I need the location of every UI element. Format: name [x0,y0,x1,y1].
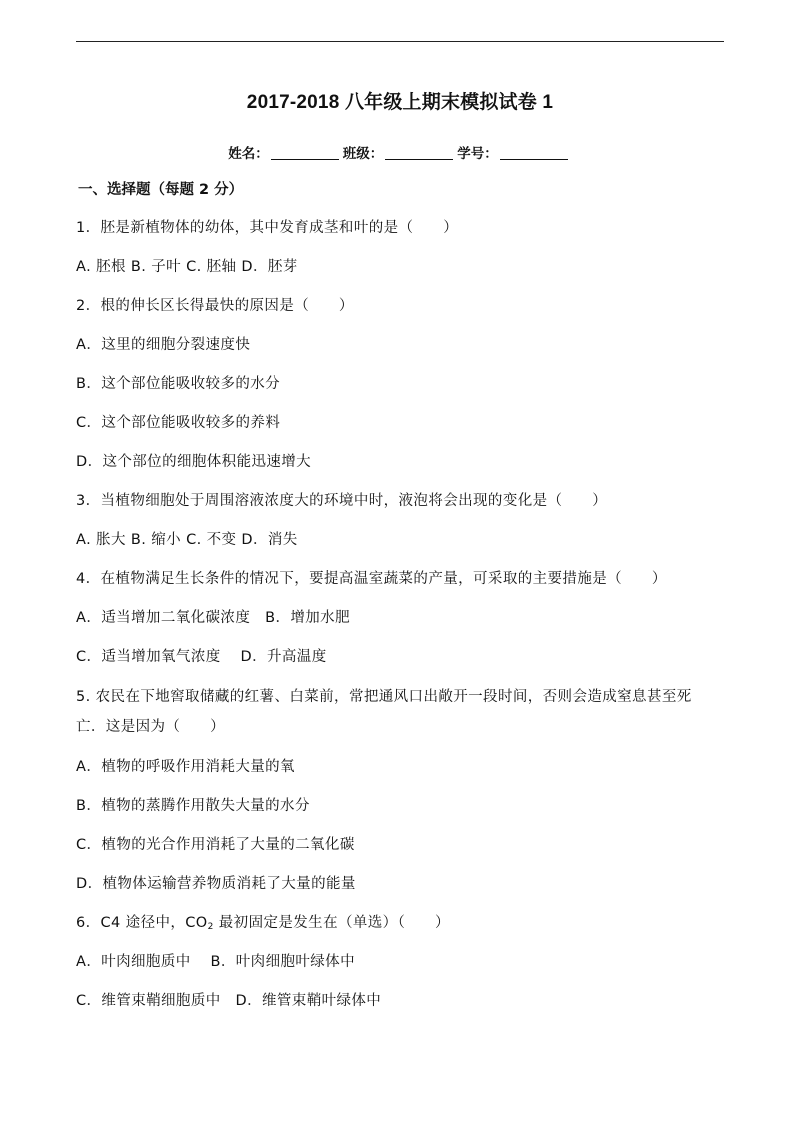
q3-stem: 3．当植物细胞处于周围溶液浓度大的环境中时，液泡将会出现的变化是（ ） [76,493,608,509]
q2-option-b: B．这个部位能吸收较多的水分 [76,376,281,392]
q5-option-a: A．植物的呼吸作用消耗大量的氧 [76,759,295,775]
name-blank [271,147,339,160]
section-heading: 一、选择题（每题 2 分） [78,182,244,198]
id-blank [500,147,568,160]
q1-options: A. 胚根 B. 子叶 C. 胚轴 D．胚芽 [76,259,298,275]
q5-option-b: B．植物的蒸腾作用散失大量的水分 [76,798,310,814]
id-label: 学号： [457,146,498,161]
q2-option-d: D．这个部位的细胞体积能迅速增大 [76,454,312,470]
q6-stem-post: 最初固定是发生在（单选）（ ） [213,915,450,931]
q2-option-c: C．这个部位能吸收较多的养料 [76,415,281,431]
q6-stem [76,911,726,932]
q1-stem: 1．胚是新植物体的幼体，其中发育成茎和叶的是（ ） [76,220,459,236]
q2-option-a: A．这里的细胞分裂速度快 [76,337,251,353]
q6-options-cd: C．维管束鞘细胞质中 D．维管束鞘叶绿体中 [76,993,382,1009]
class-label: 班级： [342,146,384,161]
q5-stem-line1: 5. 农民在下地窖取储藏的红薯、白菜前，常把通风口出敞开一段时间，否则会造成窒息甚至死 [76,689,692,705]
q6-subscript: 2 [207,922,214,932]
q5-option-c: C．植物的光合作用消耗了大量的二氧化碳 [76,837,355,853]
class-blank [385,147,453,160]
q5-option-d: D．植物体运输营养物质消耗了大量的能量 [76,876,356,892]
header-rule [76,41,724,42]
q2-stem: 2．根的伸长区长得最快的原因是（ ） [76,298,354,314]
q4-options-ab: A．适当增加二氧化碳浓度 B．增加水肥 [76,610,350,626]
q5-stem-line2: 亡．这是因为（ ） [76,719,225,735]
exam-title: 2017-2018 八年级上期末模拟试卷 1 [246,92,554,113]
student-info-line [0,142,800,162]
q6-stem-pre: 6．C4 途径中，CO [76,915,208,931]
name-label: 姓名： [228,146,269,161]
q6-options-ab: A．叶肉细胞质中 B．叶肉细胞叶绿体中 [76,954,355,970]
q4-stem: 4．在植物满足生长条件的情况下，要提高温室蔬菜的产量，可采取的主要措施是（ ） [76,571,667,587]
q3-options: A. 胀大 B. 缩小 C. 不变 D．消失 [76,532,298,548]
q4-options-cd: C．适当增加氧气浓度 D．升高温度 [76,649,327,665]
